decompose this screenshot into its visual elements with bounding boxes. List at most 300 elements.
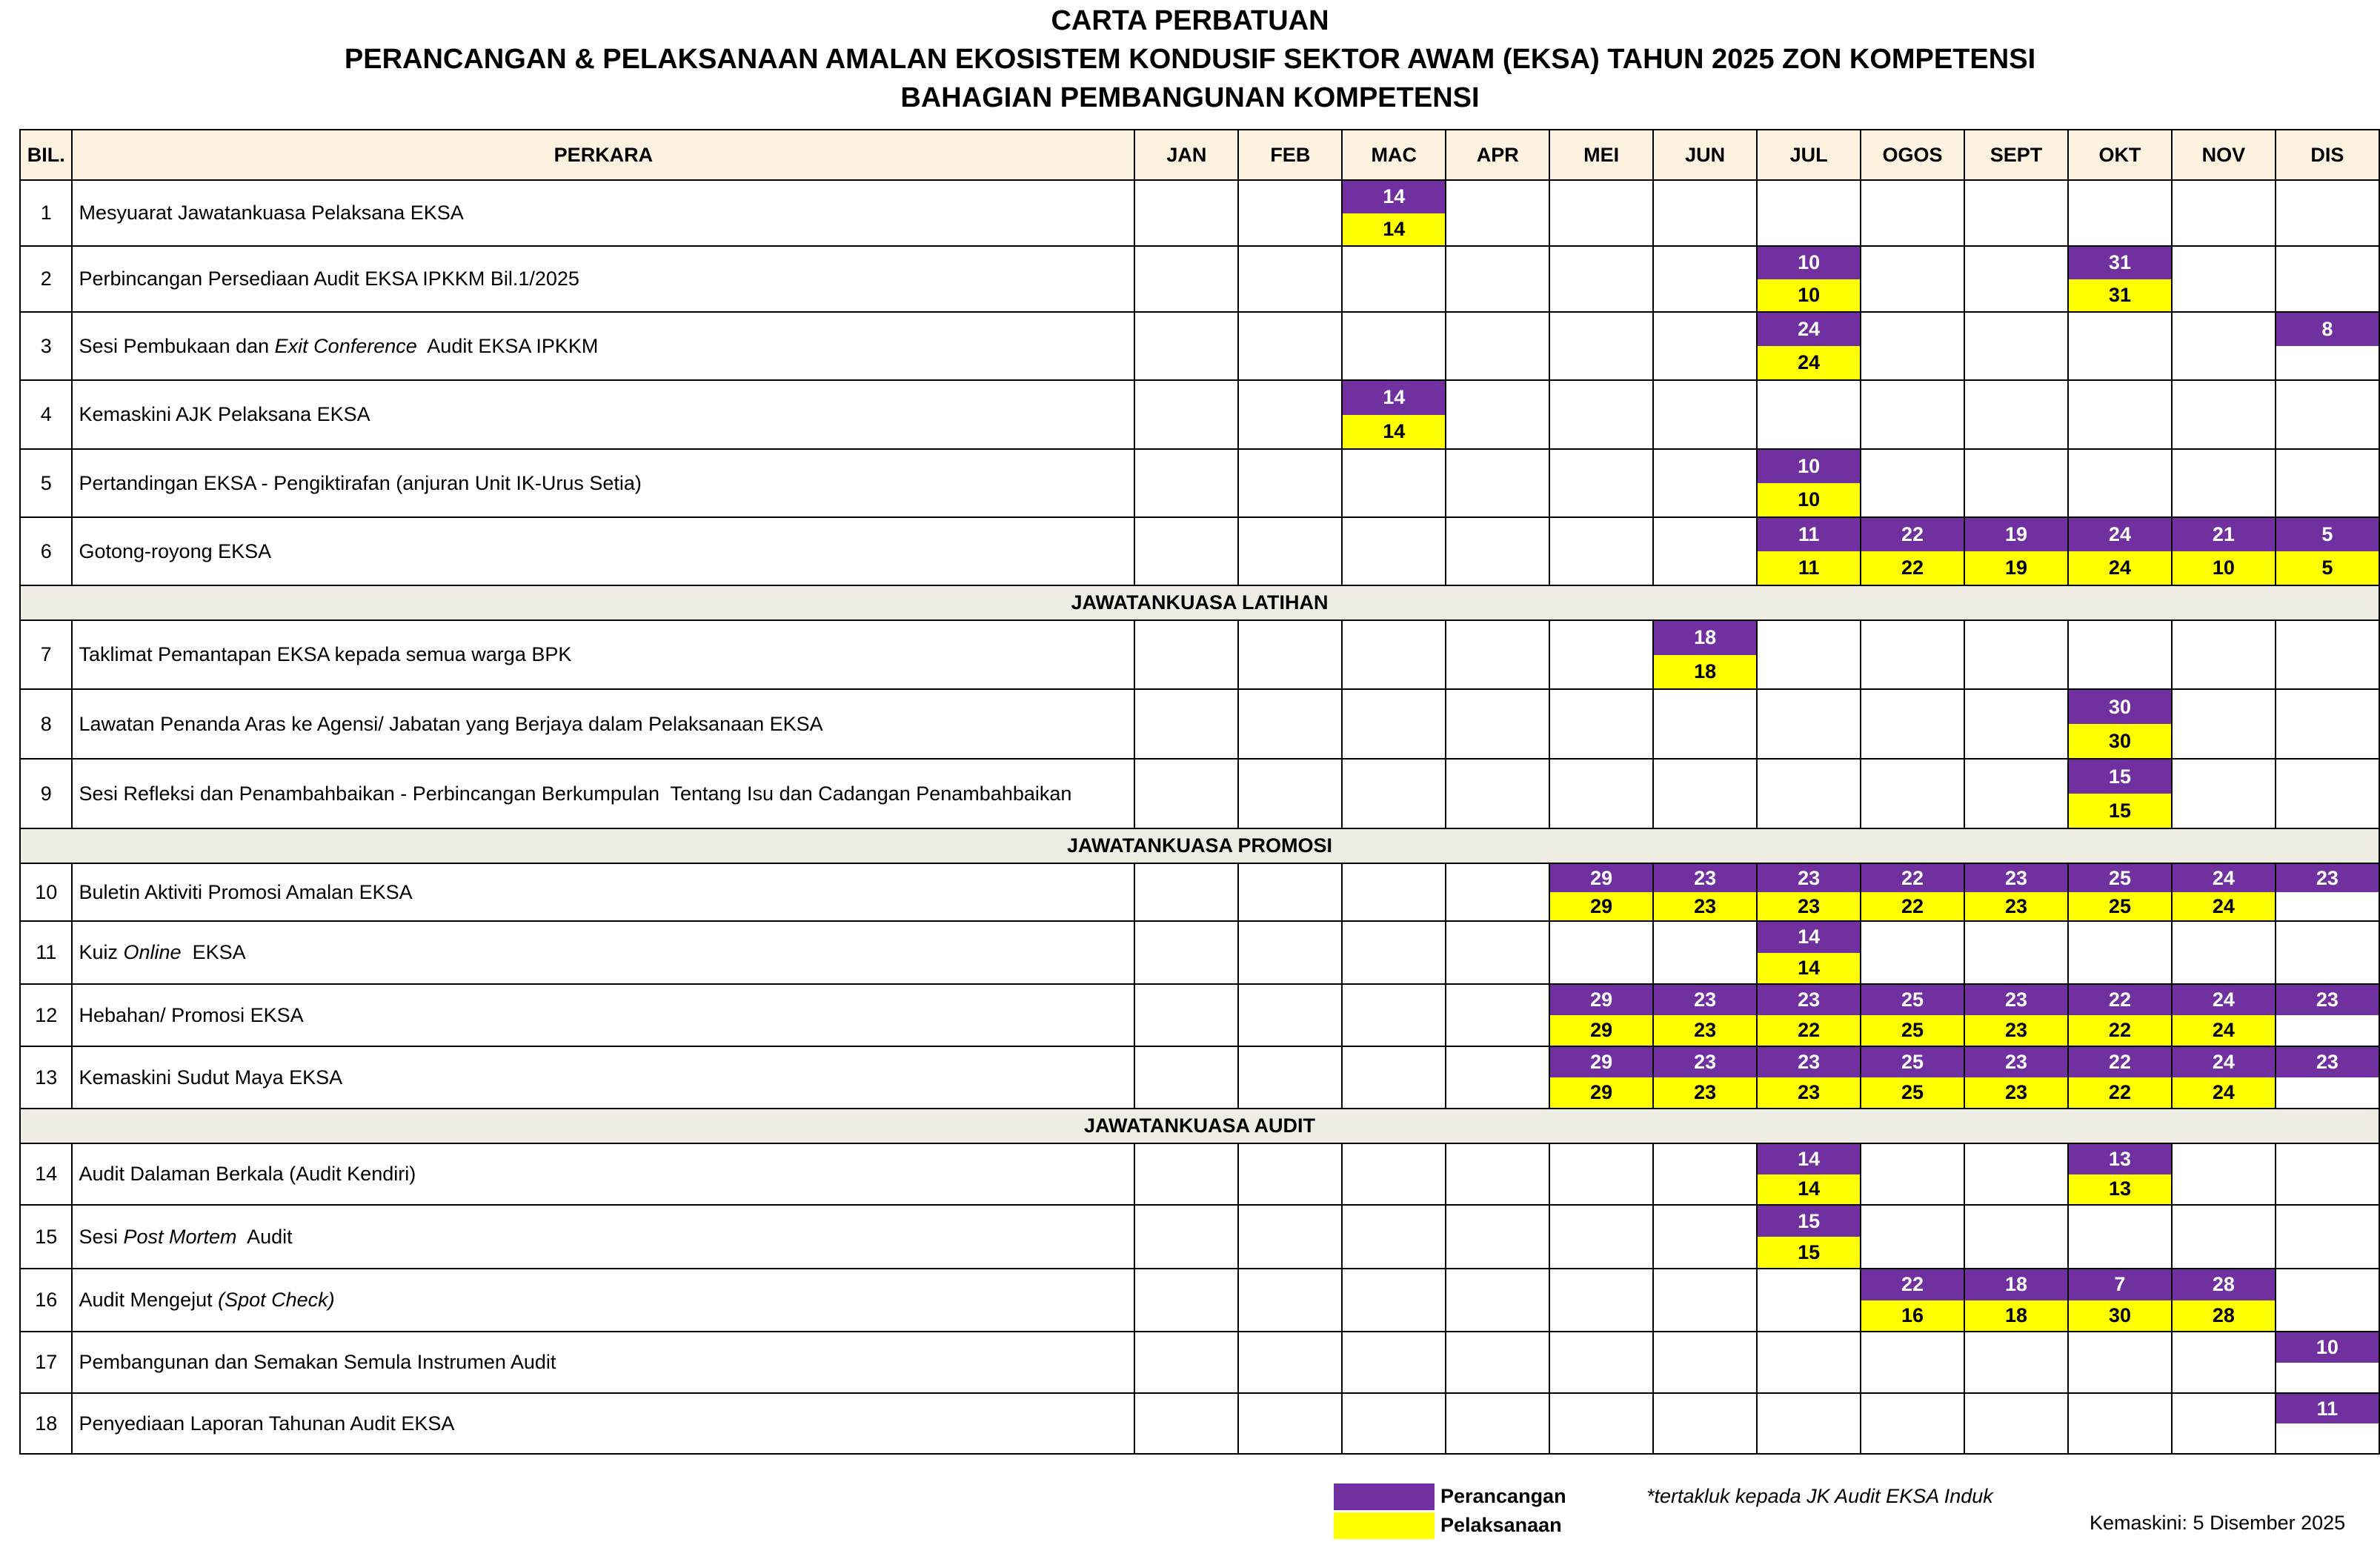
month-cell-dis	[2276, 759, 2379, 828]
table-row	[20, 1332, 2379, 1393]
row-number: 5	[20, 449, 72, 517]
month-cell-jul	[1757, 1143, 1861, 1205]
exec-date: 22	[1861, 551, 1964, 585]
activity-name	[72, 449, 1134, 517]
month-header-jun: JUN	[1653, 130, 1757, 180]
activity-name	[72, 180, 1134, 246]
month-cell-jan	[1134, 1332, 1238, 1393]
activity-text-part: Sesi	[79, 1225, 124, 1248]
plan-date: 10	[2276, 1332, 2379, 1363]
month-cell-nov	[2172, 620, 2276, 689]
month-cell-mei	[1549, 620, 1653, 689]
month-cell-mac	[1342, 1332, 1446, 1393]
month-cell-jun	[1653, 1046, 1757, 1109]
plan-date: 21	[2173, 518, 2275, 551]
plan-date: 29	[1550, 1047, 1652, 1077]
section-row	[20, 1109, 2379, 1143]
month-cell-okt	[2068, 246, 2172, 312]
activity-name	[72, 1332, 1134, 1393]
month-cell-ogos	[1861, 620, 1964, 689]
month-cell-feb	[1238, 984, 1342, 1046]
row-number: 11	[20, 921, 72, 984]
month-header-mac: MAC	[1342, 130, 1446, 180]
month-cell-sept	[1964, 246, 2068, 312]
exec-date: 23	[1654, 1015, 1756, 1046]
month-cell-mac	[1342, 1143, 1446, 1205]
month-cell-jun	[1653, 449, 1757, 517]
table-row	[20, 380, 2379, 449]
plan-date: 24	[1758, 313, 1860, 346]
plan-date: 22	[2069, 985, 2171, 1015]
month-cell-ogos	[1861, 312, 1964, 380]
plan-date: 25	[1861, 985, 1964, 1015]
exec-date: 24	[2069, 551, 2171, 585]
month-cell-nov	[2172, 1205, 2276, 1269]
month-cell-mac	[1342, 1393, 1446, 1454]
plan-date: 15	[2069, 760, 2171, 794]
row-number: 15	[20, 1205, 72, 1269]
month-cell-sept	[1964, 620, 2068, 689]
table-row	[20, 180, 2379, 246]
month-cell-apr	[1446, 1393, 1549, 1454]
exec-date: 16	[1861, 1300, 1964, 1332]
month-cell-sept	[1964, 1143, 2068, 1205]
plan-date: 22	[2069, 1047, 2171, 1077]
plan-date: 18	[1654, 621, 1756, 655]
month-cell-sept	[1964, 921, 2068, 984]
month-cell-jul	[1757, 517, 1861, 585]
month-cell-feb	[1238, 180, 1342, 246]
activity-name	[72, 517, 1134, 585]
activity-text-part: Kuiz	[79, 941, 124, 963]
month-cell-jan	[1134, 1393, 1238, 1454]
plan-date: 14	[1343, 181, 1445, 213]
month-cell-sept	[1964, 1269, 2068, 1332]
month-cell-okt	[2068, 759, 2172, 828]
month-cell-mei	[1549, 180, 1653, 246]
month-cell-ogos	[1861, 921, 1964, 984]
month-cell-okt	[2068, 1143, 2172, 1205]
month-cell-jun	[1653, 921, 1757, 984]
plan-date: 23	[1758, 864, 1860, 892]
month-cell-dis	[2276, 1332, 2379, 1393]
month-cell-mac	[1342, 180, 1446, 246]
month-cell-nov	[2172, 1143, 2276, 1205]
month-cell-dis	[2276, 312, 2379, 380]
month-cell-apr	[1446, 1143, 1549, 1205]
month-header-mei: MEI	[1549, 130, 1653, 180]
plan-date: 5	[2276, 518, 2379, 551]
month-cell-ogos	[1861, 517, 1964, 585]
plan-date: 22	[1861, 1269, 1964, 1300]
month-cell-ogos	[1861, 1205, 1964, 1269]
plan-date: 24	[2173, 985, 2275, 1015]
month-cell-mac	[1342, 246, 1446, 312]
month-cell-jun	[1653, 759, 1757, 828]
month-cell-jul	[1757, 620, 1861, 689]
month-cell-mei	[1549, 689, 1653, 759]
month-cell-apr	[1446, 246, 1549, 312]
month-cell-ogos	[1861, 689, 1964, 759]
month-cell-apr	[1446, 863, 1549, 921]
month-cell-okt	[2068, 1393, 2172, 1454]
month-header-feb: FEB	[1238, 130, 1342, 180]
month-cell-okt	[2068, 449, 2172, 517]
exec-date: 23	[1965, 1015, 2067, 1046]
activity-text-part: (Spot Check)	[218, 1289, 335, 1311]
activity-name	[72, 759, 1134, 828]
table-row	[20, 312, 2379, 380]
activity-text-part: Kemaskini AJK Pelaksana EKSA	[79, 403, 370, 425]
plan-date: 23	[1758, 985, 1860, 1015]
plan-date: 11	[2276, 1394, 2379, 1423]
month-cell-jul	[1757, 863, 1861, 921]
exec-date: 30	[2069, 1300, 2171, 1332]
activity-text-part: EKSA	[181, 941, 246, 963]
month-cell-jun	[1653, 1269, 1757, 1332]
month-cell-mei	[1549, 246, 1653, 312]
month-cell-mei	[1549, 921, 1653, 984]
month-cell-apr	[1446, 1046, 1549, 1109]
month-cell-ogos	[1861, 180, 1964, 246]
month-cell-nov	[2172, 863, 2276, 921]
row-number: 16	[20, 1269, 72, 1332]
table-row	[20, 863, 2379, 921]
month-cell-jan	[1134, 759, 1238, 828]
plan-date: 24	[2173, 864, 2275, 892]
month-cell-jul	[1757, 1046, 1861, 1109]
table-row	[20, 984, 2379, 1046]
month-cell-apr	[1446, 689, 1549, 759]
plan-date: 25	[1861, 1047, 1964, 1077]
month-cell-feb	[1238, 246, 1342, 312]
month-cell-mac	[1342, 759, 1446, 828]
month-cell-sept	[1964, 863, 2068, 921]
month-cell-ogos	[1861, 1393, 1964, 1454]
table-row	[20, 1143, 2379, 1205]
row-number: 17	[20, 1332, 72, 1393]
month-cell-jan	[1134, 1205, 1238, 1269]
month-cell-nov	[2172, 1393, 2276, 1454]
month-cell-apr	[1446, 312, 1549, 380]
month-cell-jul	[1757, 449, 1861, 517]
month-cell-jan	[1134, 921, 1238, 984]
month-cell-mac	[1342, 921, 1446, 984]
month-cell-dis	[2276, 620, 2379, 689]
month-cell-apr	[1446, 1205, 1549, 1269]
month-cell-jan	[1134, 984, 1238, 1046]
month-cell-jan	[1134, 380, 1238, 449]
exec-date: 15	[2069, 794, 2171, 828]
exec-date: 14	[1343, 415, 1445, 449]
month-header-sept: SEPT	[1964, 130, 2068, 180]
month-cell-okt	[2068, 689, 2172, 759]
title-line-1: CARTA PERBATUAN	[1051, 5, 1329, 36]
month-cell-mei	[1549, 1205, 1653, 1269]
month-cell-dis	[2276, 1046, 2379, 1109]
exec-date: 18	[1654, 655, 1756, 689]
month-cell-apr	[1446, 380, 1549, 449]
month-cell-feb	[1238, 517, 1342, 585]
month-cell-mei	[1549, 984, 1653, 1046]
month-cell-ogos	[1861, 1332, 1964, 1393]
month-cell-okt	[2068, 180, 2172, 246]
month-cell-mac	[1342, 380, 1446, 449]
month-cell-jan	[1134, 180, 1238, 246]
month-cell-mei	[1549, 759, 1653, 828]
exec-date: 24	[2173, 1077, 2275, 1108]
month-cell-ogos	[1861, 246, 1964, 312]
month-cell-mei	[1549, 1269, 1653, 1332]
activity-text-part: Sesi Pembukaan dan	[79, 334, 275, 357]
month-cell-jun	[1653, 380, 1757, 449]
activity-text-part: Audit Dalaman Berkala (Audit Kendiri)	[79, 1163, 416, 1185]
legend-plan-swatch	[1334, 1483, 1435, 1510]
plan-date: 23	[1965, 985, 2067, 1015]
month-cell-nov	[2172, 689, 2276, 759]
table-row	[20, 921, 2379, 984]
row-number: 18	[20, 1393, 72, 1454]
month-cell-feb	[1238, 689, 1342, 759]
month-cell-jun	[1653, 1332, 1757, 1393]
exec-date: 29	[1550, 1077, 1652, 1108]
activity-text-part: Audit	[236, 1225, 293, 1248]
month-cell-apr	[1446, 517, 1549, 585]
month-cell-ogos	[1861, 1046, 1964, 1109]
month-cell-sept	[1964, 449, 2068, 517]
exec-date: 11	[1758, 551, 1860, 585]
activity-name	[72, 1046, 1134, 1109]
month-cell-mei	[1549, 1393, 1653, 1454]
month-cell-nov	[2172, 180, 2276, 246]
month-cell-mei	[1549, 1046, 1653, 1109]
month-cell-sept	[1964, 984, 2068, 1046]
activity-text-part: Audit EKSA IPKKM	[416, 334, 599, 357]
table-row	[20, 517, 2379, 585]
exec-date: 10	[1758, 483, 1860, 516]
month-cell-feb	[1238, 1269, 1342, 1332]
plan-date: 29	[1550, 985, 1652, 1015]
month-cell-sept	[1964, 1205, 2068, 1269]
plan-date: 14	[1343, 381, 1445, 415]
header-bil: BIL.	[20, 130, 72, 180]
month-cell-jan	[1134, 449, 1238, 517]
month-cell-dis	[2276, 984, 2379, 1046]
row-number: 2	[20, 246, 72, 312]
section-label: JAWATANKUASA AUDIT	[20, 1109, 2379, 1143]
month-cell-mei	[1549, 517, 1653, 585]
month-cell-okt	[2068, 517, 2172, 585]
month-cell-feb	[1238, 1332, 1342, 1393]
month-cell-jan	[1134, 246, 1238, 312]
plan-date: 25	[2069, 864, 2171, 892]
month-cell-sept	[1964, 759, 2068, 828]
exec-date: 29	[1550, 892, 1652, 920]
month-header-apr: APR	[1446, 130, 1549, 180]
plan-date: 22	[1861, 864, 1964, 892]
month-cell-feb	[1238, 312, 1342, 380]
month-cell-jun	[1653, 1393, 1757, 1454]
month-cell-jan	[1134, 1143, 1238, 1205]
exec-date: 14	[1758, 1174, 1860, 1205]
month-cell-nov	[2172, 921, 2276, 984]
month-header-okt: OKT	[2068, 130, 2172, 180]
month-cell-okt	[2068, 1332, 2172, 1393]
month-cell-mac	[1342, 1205, 1446, 1269]
month-cell-dis	[2276, 180, 2379, 246]
plan-date: 22	[1861, 518, 1964, 551]
month-cell-mei	[1549, 380, 1653, 449]
exec-date: 23	[1965, 1077, 2067, 1108]
plan-date: 28	[2173, 1269, 2275, 1300]
month-cell-okt	[2068, 312, 2172, 380]
month-cell-jul	[1757, 246, 1861, 312]
exec-date: 22	[1861, 892, 1964, 920]
month-cell-sept	[1964, 1393, 2068, 1454]
plan-date: 8	[2276, 313, 2379, 346]
exec-date: 29	[1550, 1015, 1652, 1046]
title-line-3: BAHAGIAN PEMBANGUNAN KOMPETENSI	[900, 82, 1480, 113]
month-cell-jul	[1757, 1269, 1861, 1332]
exec-date: 14	[1758, 953, 1860, 984]
month-cell-sept	[1964, 180, 2068, 246]
month-cell-nov	[2172, 312, 2276, 380]
activity-text-part: Audit Mengejut	[79, 1289, 219, 1311]
month-cell-ogos	[1861, 759, 1964, 828]
month-cell-jan	[1134, 1046, 1238, 1109]
activity-name	[72, 921, 1134, 984]
month-cell-ogos	[1861, 1143, 1964, 1205]
plan-date: 23	[2276, 1047, 2379, 1077]
month-cell-okt	[2068, 863, 2172, 921]
month-cell-jul	[1757, 1393, 1861, 1454]
activity-name	[72, 1393, 1134, 1454]
row-number: 8	[20, 689, 72, 759]
month-cell-jul	[1757, 689, 1861, 759]
month-cell-mei	[1549, 1332, 1653, 1393]
exec-date: 25	[1861, 1015, 1964, 1046]
header-perkara: PERKARA	[72, 130, 1134, 180]
month-cell-jul	[1757, 380, 1861, 449]
plan-date: 23	[2276, 864, 2379, 892]
month-cell-ogos	[1861, 449, 1964, 517]
month-cell-ogos	[1861, 380, 1964, 449]
month-cell-apr	[1446, 921, 1549, 984]
activity-text-part: Pertandingan EKSA - Pengiktirafan (anjuran Unit IK-Urus Setia)	[79, 471, 642, 494]
month-cell-mac	[1342, 620, 1446, 689]
plan-date: 14	[1758, 922, 1860, 953]
exec-date: 18	[1965, 1300, 2067, 1332]
month-cell-sept	[1964, 1332, 2068, 1393]
plan-date: 31	[2069, 247, 2171, 279]
month-cell-jun	[1653, 620, 1757, 689]
section-row	[20, 585, 2379, 620]
month-cell-jun	[1653, 984, 1757, 1046]
activity-name	[72, 1269, 1134, 1332]
month-cell-okt	[2068, 921, 2172, 984]
exec-date: 23	[1654, 892, 1756, 920]
exec-date: 30	[2069, 724, 2171, 758]
table-row	[20, 689, 2379, 759]
row-number: 12	[20, 984, 72, 1046]
row-number: 3	[20, 312, 72, 380]
exec-date: 10	[1758, 279, 1860, 312]
exec-date: 23	[1758, 1077, 1860, 1108]
plan-date: 24	[2069, 518, 2171, 551]
month-cell-jul	[1757, 180, 1861, 246]
month-header-nov: NOV	[2172, 130, 2276, 180]
table-row	[20, 620, 2379, 689]
month-cell-nov	[2172, 517, 2276, 585]
month-cell-dis	[2276, 1269, 2379, 1332]
month-cell-okt	[2068, 1205, 2172, 1269]
plan-date: 23	[2276, 985, 2379, 1015]
month-cell-jan	[1134, 620, 1238, 689]
activity-text-part: Taklimat Pemantapan EKSA kepada semua warga BPK	[79, 643, 572, 665]
month-cell-sept	[1964, 517, 2068, 585]
exec-date: 5	[2276, 551, 2379, 585]
month-cell-feb	[1238, 1205, 1342, 1269]
plan-date: 7	[2069, 1269, 2171, 1300]
month-header-jul: JUL	[1757, 130, 1861, 180]
month-cell-nov	[2172, 246, 2276, 312]
month-cell-apr	[1446, 759, 1549, 828]
month-cell-feb	[1238, 921, 1342, 984]
month-cell-dis	[2276, 1143, 2379, 1205]
plan-date: 30	[2069, 690, 2171, 724]
month-cell-jan	[1134, 689, 1238, 759]
activity-text-part: Gotong-royong EKSA	[79, 539, 272, 562]
month-cell-jul	[1757, 921, 1861, 984]
exec-date: 24	[2173, 892, 2275, 920]
exec-date: 10	[2173, 551, 2275, 585]
exec-date: 23	[1654, 1077, 1756, 1108]
exec-date: 15	[1758, 1237, 1860, 1268]
table-row	[20, 449, 2379, 517]
exec-date: 14	[1343, 213, 1445, 246]
exec-date: 25	[1861, 1077, 1964, 1108]
legend-plan-label: Perancangan	[1440, 1485, 1566, 1507]
plan-date: 23	[1965, 864, 2067, 892]
month-cell-mei	[1549, 1143, 1653, 1205]
month-cell-sept	[1964, 689, 2068, 759]
table-row	[20, 1269, 2379, 1332]
month-cell-mei	[1549, 863, 1653, 921]
activity-text-part: Sesi Refleksi dan Penambahbaikan - Perbincangan Berkumpulan Tentang Isu dan Cadangan Penambahbaikan	[79, 782, 1072, 805]
schedule-table	[19, 129, 2380, 1455]
month-cell-apr	[1446, 1332, 1549, 1393]
month-cell-mac	[1342, 449, 1446, 517]
activity-name	[72, 1143, 1134, 1205]
header-row	[20, 130, 2379, 180]
exec-date: 22	[2069, 1077, 2171, 1108]
month-cell-sept	[1964, 1046, 2068, 1109]
exec-date: 24	[2173, 1015, 2275, 1046]
month-cell-nov	[2172, 1269, 2276, 1332]
activity-name	[72, 312, 1134, 380]
month-header-ogos: OGOS	[1861, 130, 1964, 180]
activity-text-part: Pembangunan dan Semakan Semula Instrumen Audit	[79, 1351, 556, 1373]
month-cell-jan	[1134, 312, 1238, 380]
section-row	[20, 828, 2379, 863]
section-label: JAWATANKUASA PROMOSI	[20, 828, 2379, 863]
exec-date: 23	[1965, 892, 2067, 920]
month-cell-apr	[1446, 1269, 1549, 1332]
plan-date: 15	[1758, 1206, 1860, 1237]
month-cell-feb	[1238, 620, 1342, 689]
month-cell-nov	[2172, 984, 2276, 1046]
month-cell-dis	[2276, 1205, 2379, 1269]
